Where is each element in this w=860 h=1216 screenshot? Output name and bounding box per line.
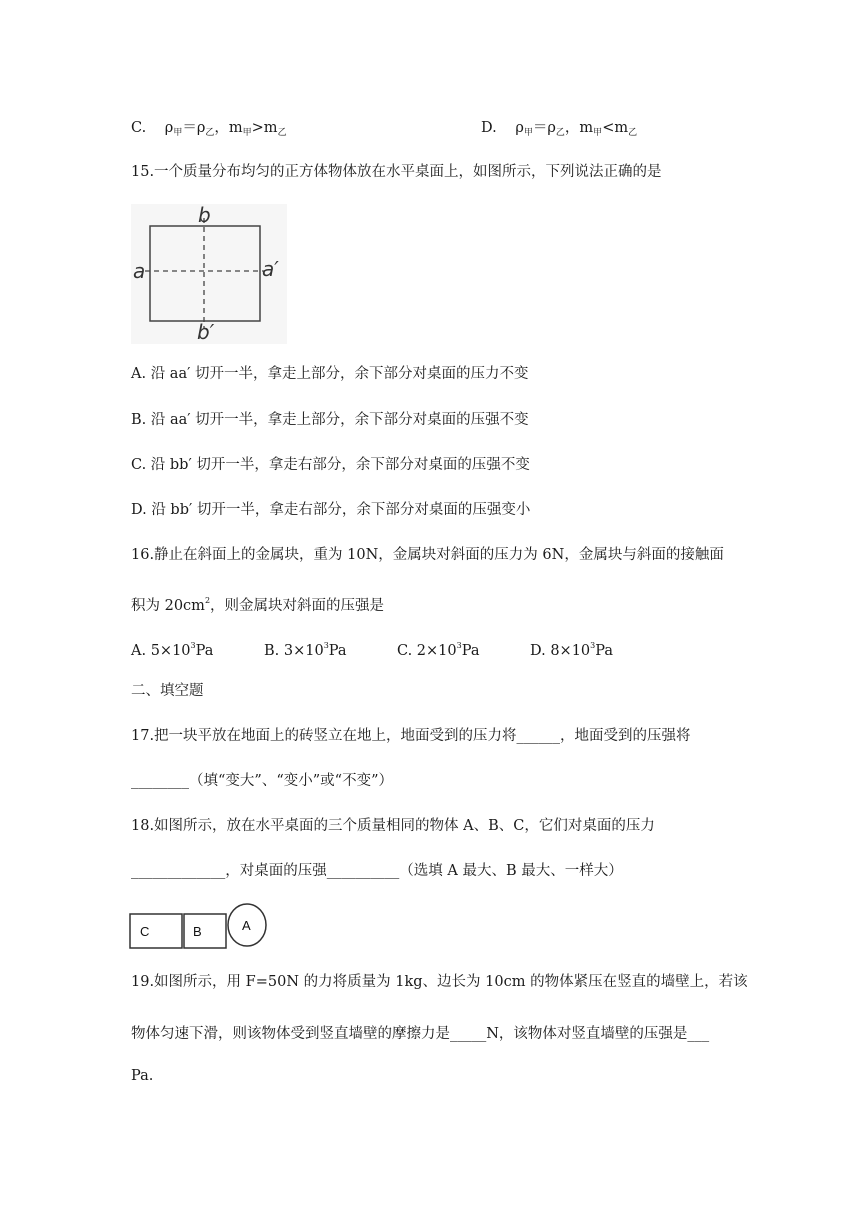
unit: Pa bbox=[461, 643, 480, 659]
exponent: 3 bbox=[190, 641, 196, 650]
subscript: 甲 bbox=[242, 128, 252, 138]
q19-line1: 19.如图所示，用 F=50N 的力将质量为 1kg、边长为 10cm 的物体紧压在竖直的墙壁上，若该 bbox=[131, 974, 748, 990]
q18-line1: 18.如图所示，放在水平桌面的三个质量相同的物体 A、B、C，它们对桌面的压力 bbox=[131, 818, 655, 834]
q16-option-c bbox=[397, 636, 479, 661]
rho-symbol: ρ bbox=[164, 120, 174, 136]
area-text: 积为 20cm bbox=[131, 598, 205, 614]
option-text: D. 8×10 bbox=[530, 643, 591, 659]
q19-line2: 物体匀速下滑，则该物体受到竖直墙壁的摩擦力是_____N，该物体对竖直墙壁的压强是___ bbox=[131, 1026, 710, 1042]
q14-option-c bbox=[131, 118, 287, 143]
object-b-box bbox=[184, 914, 226, 948]
option-text: B. 3×10 bbox=[264, 643, 324, 659]
q15-option-d: D. 沿 bb′ 切开一半，拿走右部分，余下部分对桌面的压强变小 bbox=[131, 502, 531, 518]
q18-line2: _____________，对桌面的压强__________（选填 A 最大、B 最大、一样大） bbox=[131, 863, 623, 879]
q16-stem-line1: 16.静止在斜面上的金属块，重为 10N，金属块对斜面的压力为 6N，金属块与斜面的接触面 bbox=[131, 547, 724, 563]
q15-option-b: B. 沿 aa′ 切开一半，拿走上部分，余下部分对桌面的压强不变 bbox=[131, 412, 529, 428]
relation: <m bbox=[602, 120, 629, 136]
q15-option-c: C. 沿 bb′ 切开一半，拿走右部分，余下部分对桌面的压强不变 bbox=[131, 457, 530, 473]
label-a-prime: a′ bbox=[262, 257, 279, 281]
mass-symbol: ，m bbox=[564, 120, 594, 136]
subscript: 甲 bbox=[523, 128, 533, 138]
superscript: 2 bbox=[204, 596, 211, 605]
label-b: b bbox=[198, 204, 211, 227]
option-text: C. 2×10 bbox=[397, 643, 457, 659]
label-a: a bbox=[133, 259, 146, 283]
subscript: 乙 bbox=[628, 128, 638, 138]
q17-line2: ________（填“变大”、“变小”或“不变”） bbox=[131, 773, 393, 789]
q16-stem-line2 bbox=[131, 591, 384, 616]
object-c-box bbox=[130, 914, 182, 948]
q14-option-d bbox=[481, 118, 637, 143]
q17-line1: 17.把一块平放在地面上的砖竖立在地上，地面受到的压力将______，地面受到的压强将 bbox=[131, 728, 691, 744]
q15-option-a: A. 沿 aa′ 切开一半，拿走上部分，余下部分对桌面的压力不变 bbox=[131, 366, 529, 382]
stem-rest: ，则金属块对斜面的压强是 bbox=[210, 598, 385, 614]
relation: >m bbox=[251, 120, 278, 136]
q19-line3: Pa. bbox=[131, 1068, 154, 1084]
q18-objects-figure bbox=[129, 900, 271, 952]
object-c-label: C bbox=[140, 924, 150, 939]
option-label: C. bbox=[131, 120, 147, 136]
label-b-prime: b′ bbox=[197, 320, 215, 344]
subscript: 甲 bbox=[173, 128, 183, 138]
unit: Pa bbox=[328, 643, 347, 659]
q16-option-b bbox=[264, 636, 347, 661]
q16-option-a bbox=[131, 636, 213, 661]
option-text: A. 5×10 bbox=[131, 643, 191, 659]
object-a-label: A bbox=[242, 918, 251, 933]
section-heading: 二、填空题 bbox=[131, 683, 204, 699]
mass-symbol: ，m bbox=[214, 120, 243, 136]
exponent: 3 bbox=[456, 641, 462, 650]
subscript: 乙 bbox=[555, 128, 565, 138]
equals-rho: ＝ρ bbox=[532, 120, 556, 136]
q15-cube-figure bbox=[131, 204, 287, 344]
subscript: 甲 bbox=[593, 128, 603, 138]
option-label: D. bbox=[481, 120, 497, 136]
subscript: 乙 bbox=[277, 128, 287, 138]
unit: Pa bbox=[195, 643, 214, 659]
object-b-label: B bbox=[193, 924, 202, 939]
equals-rho: ＝ρ bbox=[182, 120, 206, 136]
subscript: 乙 bbox=[205, 128, 215, 138]
exponent: 3 bbox=[323, 641, 329, 650]
q15-stem: 15.一个质量分布均匀的正方体物体放在水平桌面上，如图所示，下列说法正确的是 bbox=[131, 164, 662, 180]
q16-option-d bbox=[530, 636, 613, 661]
exponent: 3 bbox=[590, 641, 596, 650]
rho-symbol: ρ bbox=[515, 120, 524, 136]
unit: Pa bbox=[595, 643, 613, 659]
